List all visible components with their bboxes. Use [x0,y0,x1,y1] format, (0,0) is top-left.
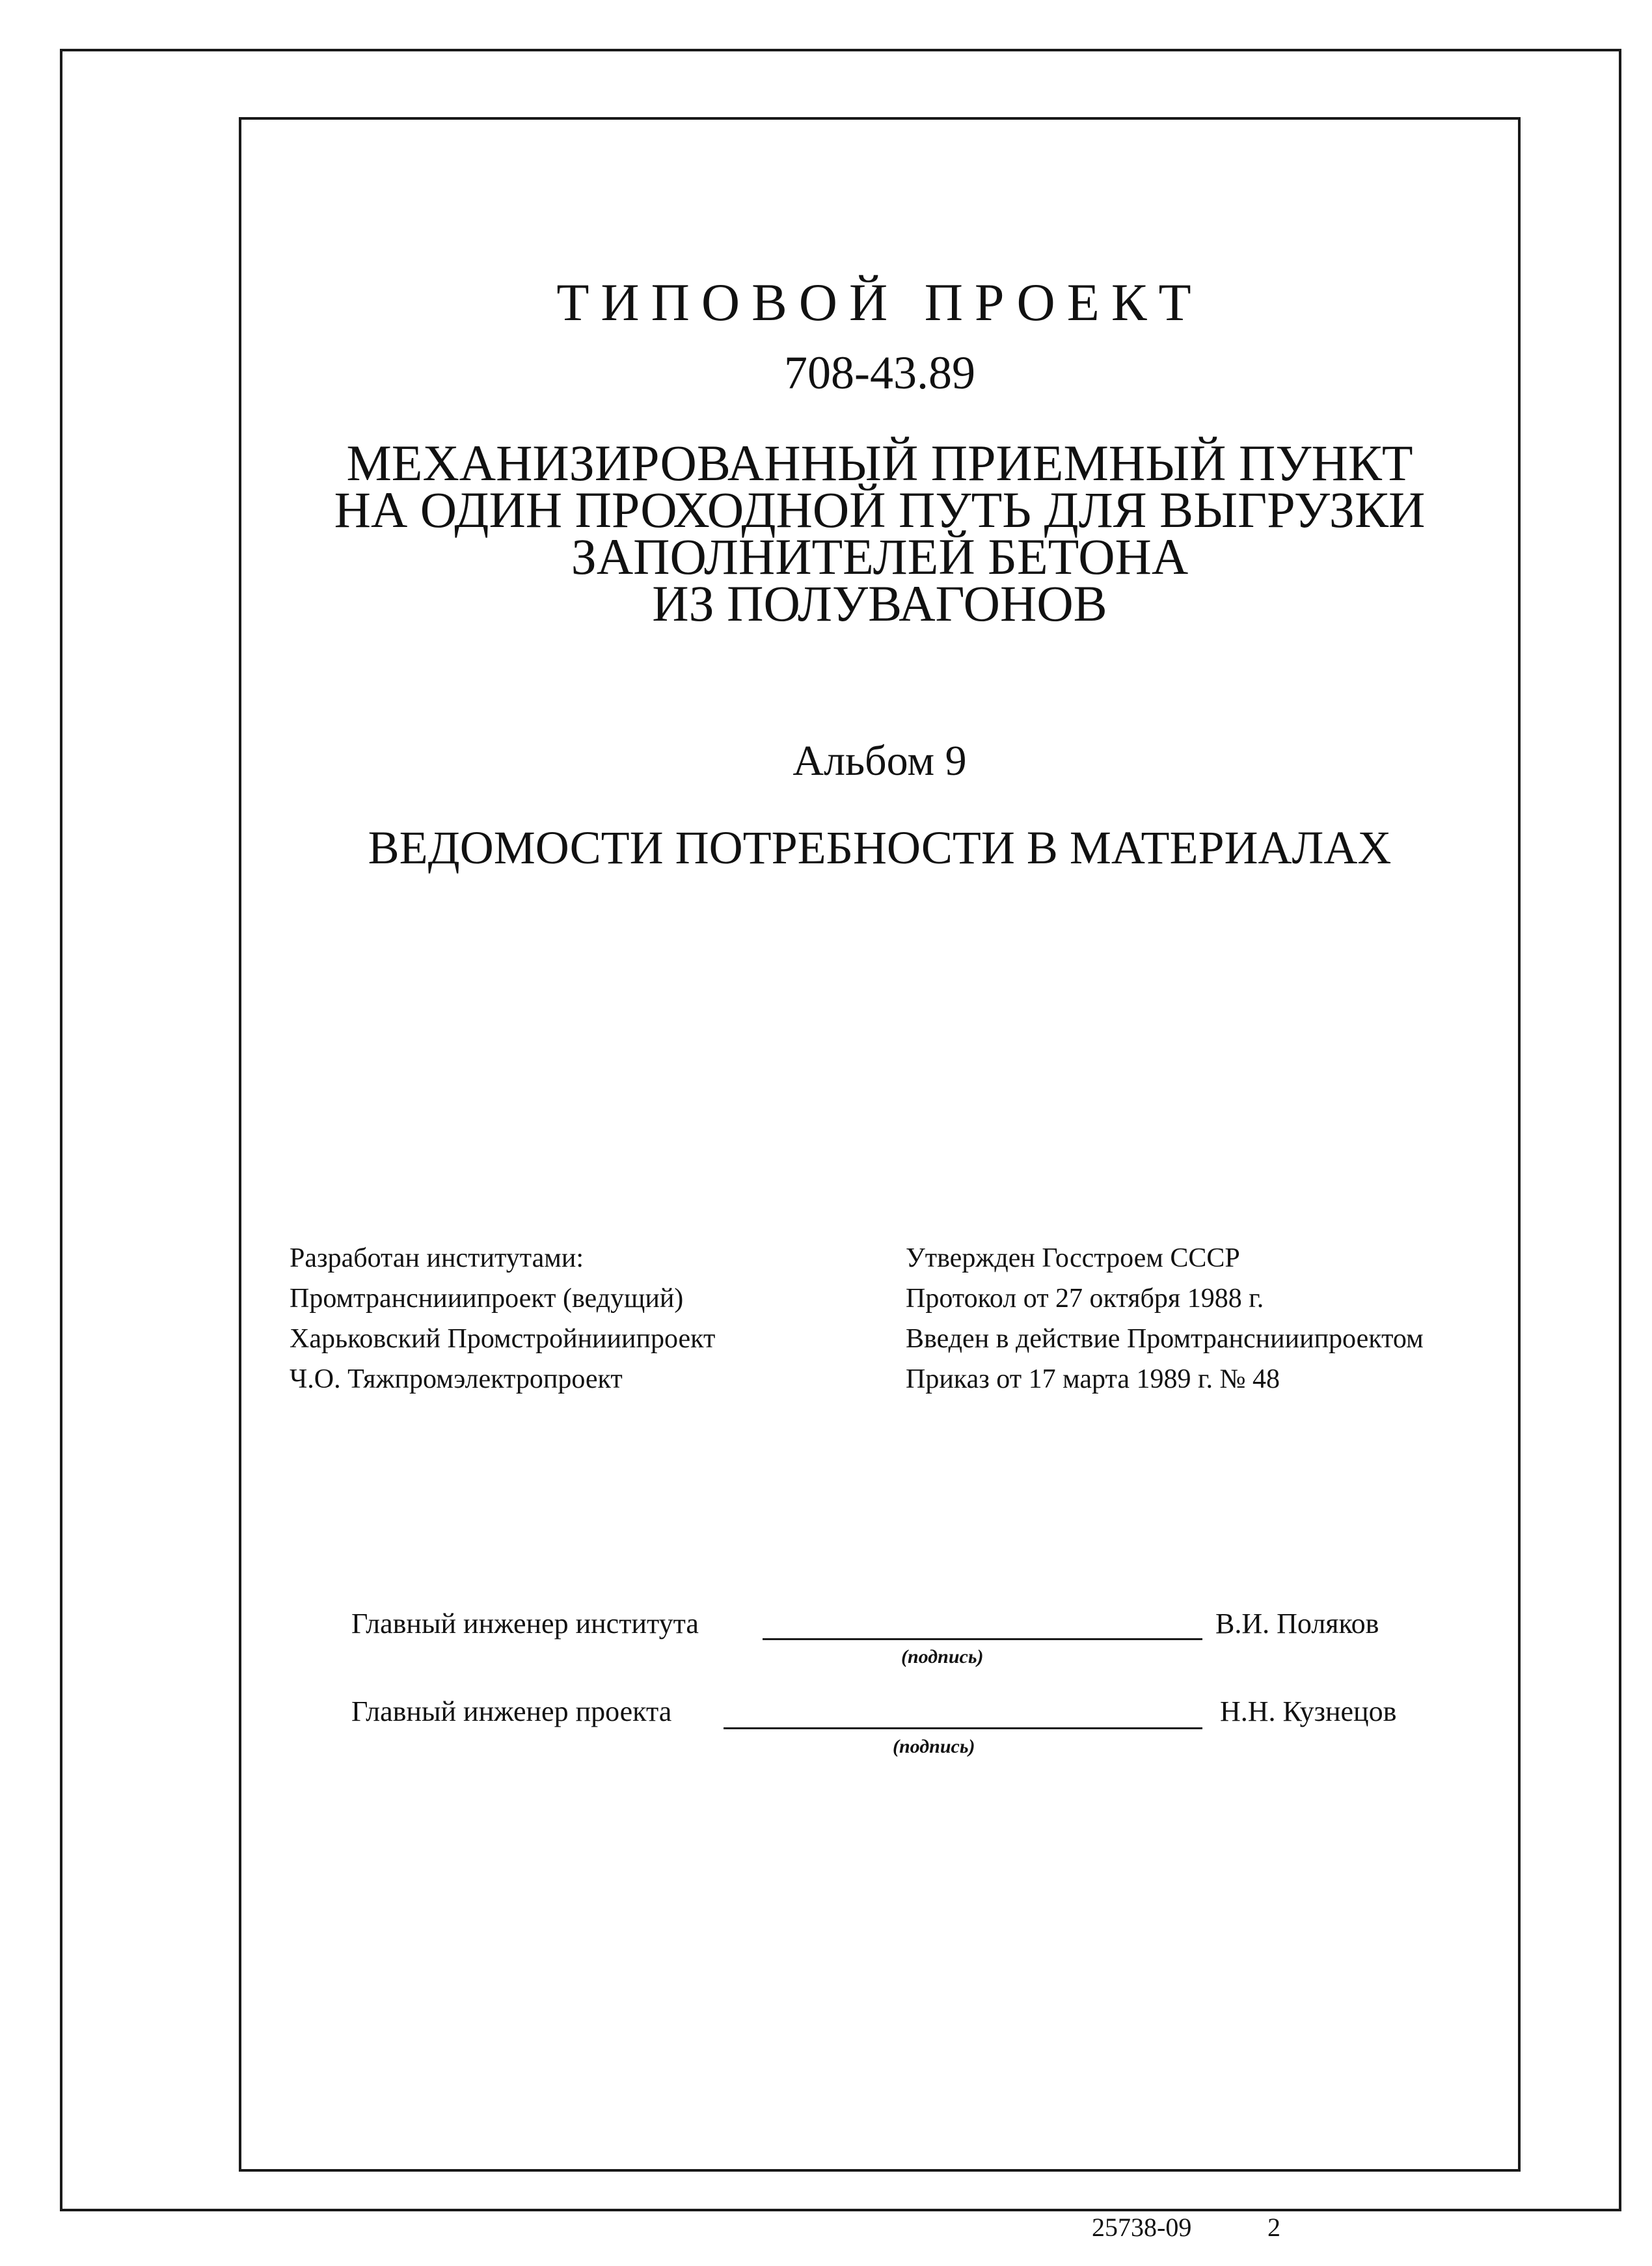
project-name-line: МЕХАНИЗИРОВАННЫЙ ПРИЕМНЫЙ ПУНКТ [346,435,1413,491]
album-number: Альбом 9 [792,737,967,785]
signature-role: Главный инженер проекта [351,1695,672,1727]
page-number: 2 [1267,2213,1280,2242]
developed-by-line: Промтранснииипроект (ведущий) [290,1284,684,1314]
signature-name: Н.Н. Кузнецов [1220,1695,1397,1727]
approval-block [906,1238,1424,1399]
project-name [239,435,1521,632]
project-number: 708-43.89 [784,347,975,399]
signature-line [763,1606,1202,1640]
document-code: 25738-09 [1092,2213,1192,2242]
signature-caption: (подпись) [893,1736,975,1757]
developed-by-line: Харьковский Промстройнииипроект [290,1324,716,1354]
album-title: ВЕДОМОСТИ ПОТРЕБНОСТИ В МАТЕРИАЛАХ [368,822,1392,874]
approval-line: Введен в действие Промтранснииипроектом [906,1324,1424,1354]
approval-line: Приказ от 17 марта 1989 г. № 48 [906,1364,1280,1394]
signature-line [724,1695,1202,1729]
developed-by-line: Ч.О. Тяжпромэлектропроект [290,1364,623,1394]
document-header: ТИПОВОЙ ПРОЕКТ [556,273,1203,332]
inner-frame [239,117,1521,2172]
project-name-line: НА ОДИН ПРОХОДНОЙ ПУТЬ ДЛЯ ВЫГРУЗКИ [334,481,1426,538]
signature-caption: (подпись) [901,1646,984,1667]
developed-by-line: Разработан институтами: [290,1243,584,1273]
project-name-line: ИЗ ПОЛУВАГОНОВ [652,575,1107,632]
approval-line: Протокол от 27 октября 1988 г. [906,1284,1264,1314]
developed-by-block [290,1238,715,1399]
signature-name: В.И. Поляков [1215,1608,1379,1639]
approval-line: Утвержден Госстроем СССР [906,1243,1240,1273]
project-name-line: ЗАПОЛНИТЕЛЕЙ БЕТОНА [571,528,1189,585]
signature-role: Главный инженер института [351,1608,699,1639]
